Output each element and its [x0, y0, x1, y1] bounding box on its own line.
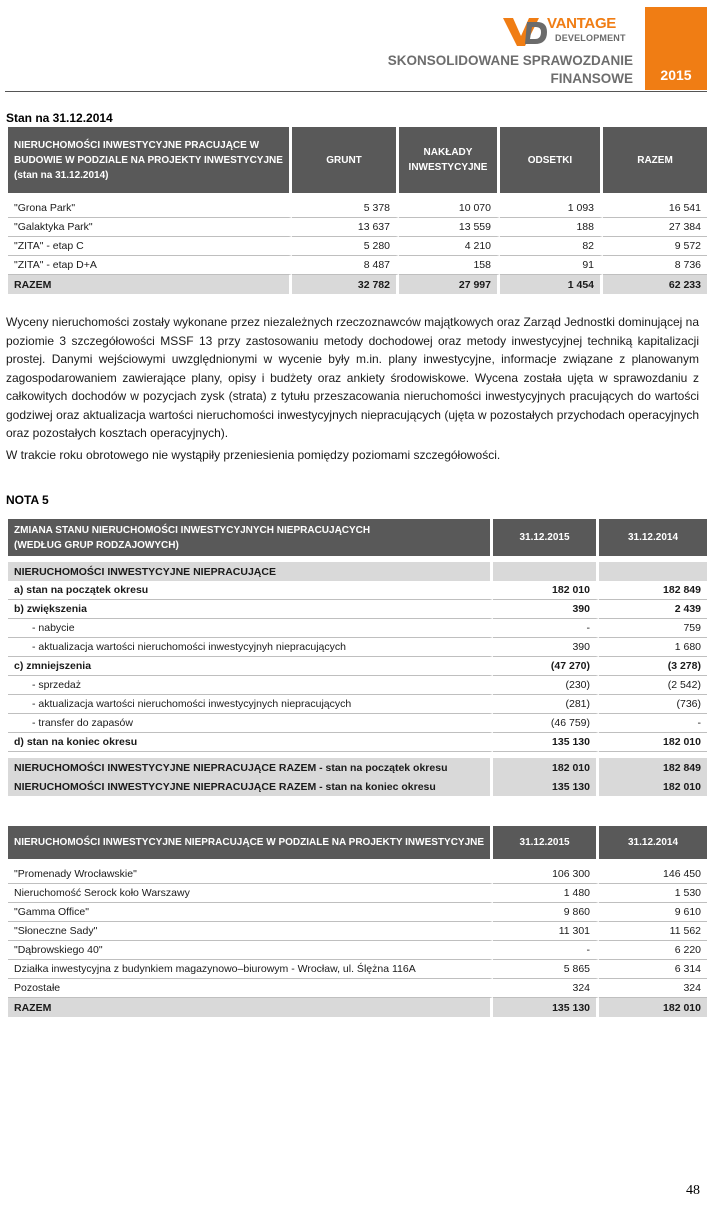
valuation-paragraph: Wyceny nieruchomości zostały wykonane przez niezależnych rzeczoznawców majątkowych oraz Zarząd Jednostki dominującej na poziomie 3 szczegółowości MSSF 13 przy zastosowaniu metody dochodowej oraz metody inwestycyjnej techniką kapitalizacji prostej. Danymi wejściowymi uwzględnionymi w wycenie były m.in. plany inwestycyjne, informacje związane z planowanym zagospodarowaniem zawierające plany, opisy i budżety oraz ankiety środowiskowe. Wycena została ujęta w sprawozdaniu z całkowitych dochodów w pozycjach zysk (strata) z tytułu przeszacowania nieruchomości inwestycyjnych pracujących do wartości godziwej oraz aktualizacja wartości nieruchomości inwestycyjnych niepracujących (ujęta w pozostałych przychodach operacyjnych oraz pozostałych kosztach operacyjnych).	[6, 315, 699, 440]
column-header-odsetki: ODSETKI	[500, 127, 603, 193]
column-header-naklady: NAKŁADY INWESTYCYJNE	[399, 127, 500, 193]
projects-table	[8, 826, 707, 1017]
note-title: NOTA 5	[6, 493, 49, 507]
table-total-row: NIERUCHOMOŚCI INWESTYCYJNE NIEPRACUJĄCE RAZEM - stan na początek okresu 182 010 182 849	[8, 758, 707, 777]
report-title-line2: FINANSOWE	[550, 71, 633, 86]
logo-subtitle: DEVELOPMENT	[555, 33, 626, 43]
table-row: d) stan na koniec okresu 135 130 182 010	[8, 733, 707, 752]
table-row: "Grona Park" 5 378 10 070 1 093 16 541	[8, 199, 707, 218]
page-number: 48	[686, 1183, 700, 1198]
column-header-2014: 31.12.2014	[599, 826, 707, 859]
table-header-row	[8, 826, 707, 859]
table-row: "ZITA" - etap C 5 280 4 210 82 9 572	[8, 237, 707, 256]
table-row: "ZITA" - etap D+A 8 487 158 91 8 736	[8, 256, 707, 275]
column-header-projects: NIERUCHOMOŚCI INWESTYCYJNE NIEPRACUJĄCE W PODZIALE NA PROJEKTY INWESTYCYJNE	[8, 826, 493, 859]
table-total-row: RAZEM 135 130 182 010	[8, 998, 707, 1017]
investment-properties-table	[8, 127, 707, 294]
header-divider	[5, 91, 707, 92]
logo-wordmark: VANTAGE	[547, 15, 617, 32]
table-row: - transfer do zapasów (46 759) -	[8, 714, 707, 733]
column-header-2014: 31.12.2014	[599, 519, 707, 556]
table-row: a) stan na początek okresu 182 010 182 849	[8, 581, 707, 600]
report-title	[388, 52, 633, 88]
year-label: 2015	[660, 67, 692, 83]
column-header-changes: ZMIANA STANU NIERUCHOMOŚCI INWESTYCYJNYCH NIEPRACUJĄCYCH (WEDŁUG GRUP RODZAJOWYCH)	[8, 519, 493, 556]
table-row: c) zmniejszenia (47 270) (3 278)	[8, 657, 707, 676]
table-row: "Galaktyka Park" 13 637 13 559 188 27 384	[8, 218, 707, 237]
table-row: Działka inwestycyjna z budynkiem magazynowo–biurowym - Wrocław, ul. Ślężna 116A 5 865 6 314	[8, 960, 707, 979]
table-section-row: NIERUCHOMOŚCI INWESTYCYJNE NIEPRACUJĄCE	[8, 562, 707, 581]
section-title: Stan na 31.12.2014	[6, 111, 113, 125]
column-header-2015: 31.12.2015	[493, 826, 599, 859]
table-row: b) zwiększenia 390 2 439	[8, 600, 707, 619]
table-row: - aktualizacja wartości nieruchomości inwestycyjnyh niepracujących 390 1 680	[8, 638, 707, 657]
column-header-2015: 31.12.2015	[493, 519, 599, 556]
page-header	[0, 0, 715, 95]
table-header-row	[8, 127, 707, 193]
year-badge	[645, 7, 707, 90]
column-header-projects: NIERUCHOMOŚCI INWESTYCYJNE PRACUJĄCE W BUDOWIE W PODZIALE NA PROJEKTY INWESTYCYJNE (stan na 31.12.2014)	[8, 127, 292, 193]
column-header-razem: RAZEM	[603, 127, 707, 193]
table-row: "Gamma Office" 9 860 9 610	[8, 903, 707, 922]
table-row: "Promenady Wrocławskie" 106 300 146 450	[8, 865, 707, 884]
table-row: "Dąbrowskiego 40" - 6 220	[8, 941, 707, 960]
table-row: - aktualizacja wartości nieruchomości inwestycyjnych niepracujących (281) (736)	[8, 695, 707, 714]
column-header-grunt: GRUNT	[292, 127, 399, 193]
table-row: Pozostałe 324 324	[8, 979, 707, 998]
table-header-row	[8, 519, 707, 556]
table-row: "Słoneczne Sady" 11 301 11 562	[8, 922, 707, 941]
table-total-row: RAZEM 32 782 27 997 1 454 62 233	[8, 275, 707, 294]
vd-logo-icon	[503, 14, 547, 48]
table-total-row: NIERUCHOMOŚCI INWESTYCYJNE NIEPRACUJĄCE RAZEM - stan na koniec okresu 135 130 182 010	[8, 777, 707, 796]
table-row: Nieruchomość Serock koło Warszawy 1 480 1 530	[8, 884, 707, 903]
company-logo	[503, 14, 633, 48]
changes-table	[8, 519, 707, 796]
report-title-line1: SKONSOLIDOWANE SPRAWOZDANIE	[387, 53, 633, 68]
table-row: - nabycie - 759	[8, 619, 707, 638]
table-row: - sprzedaż (230) (2 542)	[8, 676, 707, 695]
transfer-paragraph: W trakcie roku obrotowego nie wystąpiły przeniesienia pomiędzy poziomami szczegółowości.	[6, 448, 501, 462]
